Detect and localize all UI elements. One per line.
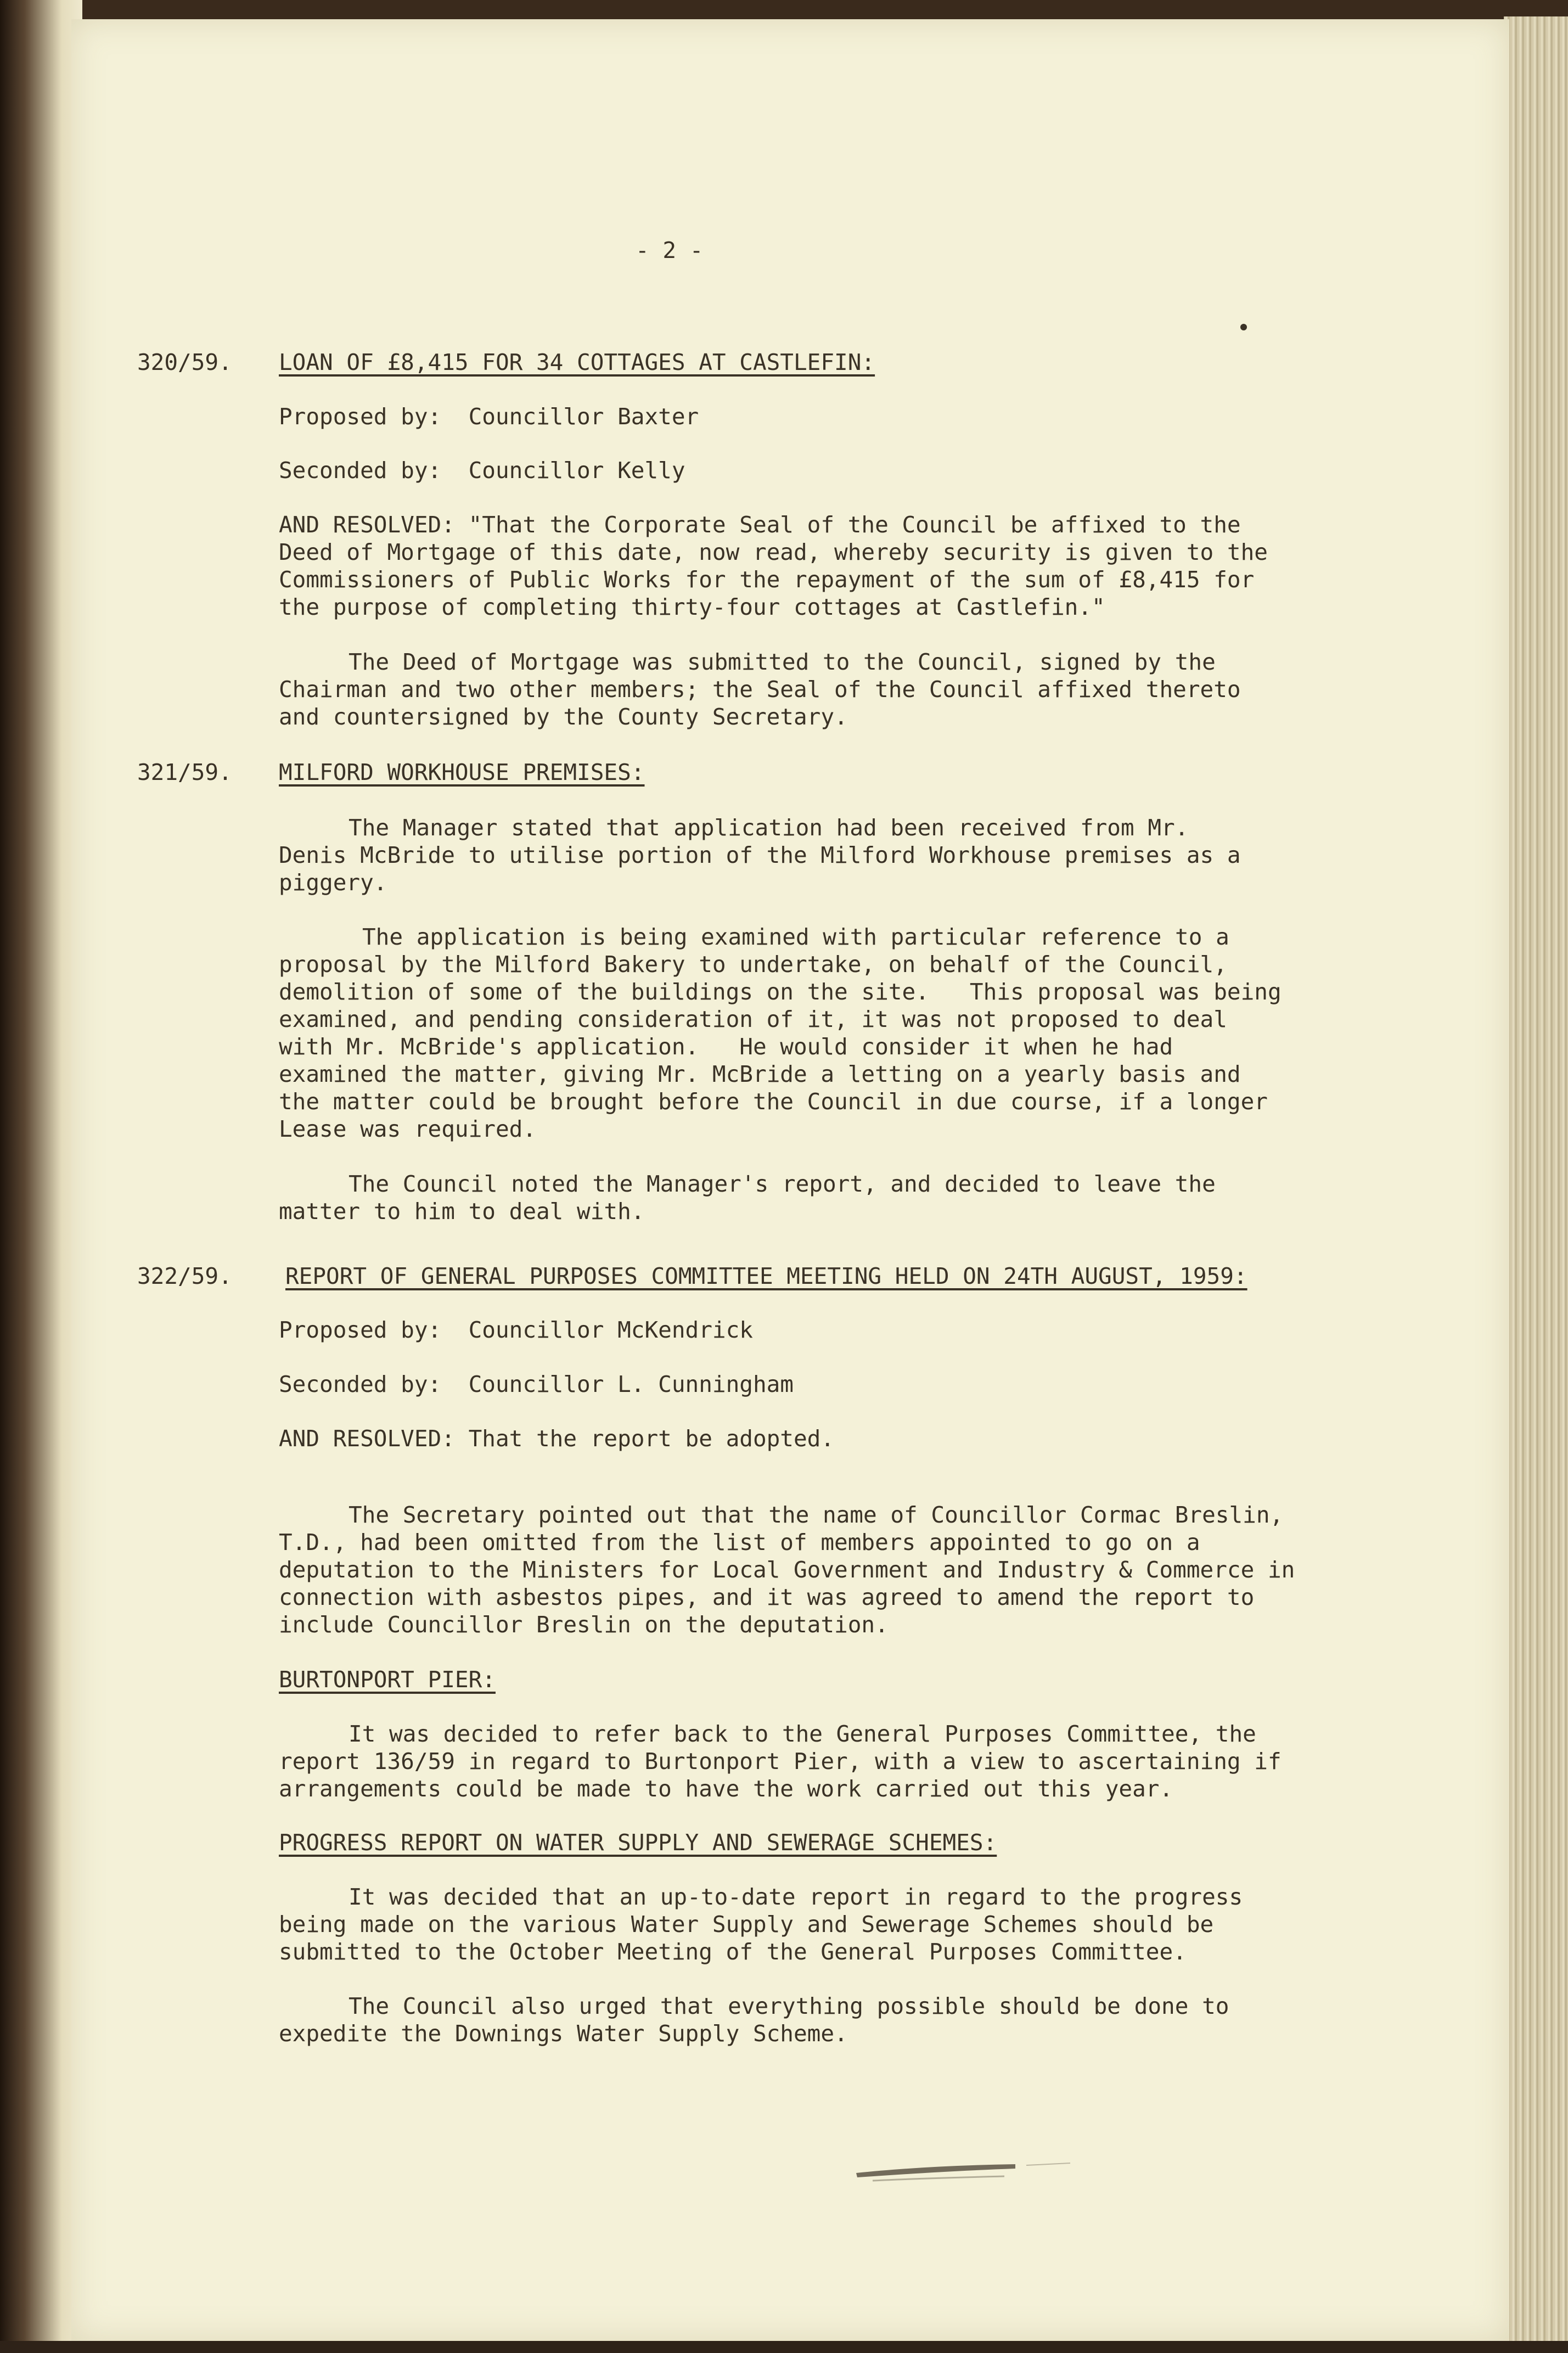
paragraph-line: submitted to the October Meeting of the General Purposes Committee.: [279, 1939, 1187, 1965]
book-spine: [0, 0, 82, 2353]
paragraph-line: arrangements could be made to have the work carried out this year.: [279, 1776, 1173, 1802]
paragraph-line: matter to him to deal with.: [279, 1198, 645, 1225]
minute-heading: MILFORD WORKHOUSE PREMISES:: [279, 759, 645, 785]
bottom-edge: [0, 2341, 1568, 2353]
paragraph-line: being made on the various Water Supply and Sewerage Schemes should be: [279, 1911, 1214, 1938]
proposed-by: Proposed by: Councillor Baxter: [279, 403, 699, 430]
paragraph-line: and countersigned by the County Secretary.: [279, 704, 848, 730]
page-edges: [1504, 16, 1568, 2353]
minute-heading: LOAN OF £8,415 FOR 34 COTTAGES AT CASTLEFIN:: [279, 349, 875, 375]
paragraph-line: It was decided to refer back to the General Purposes Committee, the: [349, 1721, 1256, 1747]
resolution-line: Commissioners of Public Works for the repayment of the sum of £8,415 for: [279, 566, 1255, 593]
paragraph-line: Lease was required.: [279, 1116, 536, 1142]
paragraph-line: with Mr. McBride's application. He would consider it when he had: [279, 1034, 1173, 1060]
paragraph-line: examined, and pending consideration of it, it was not proposed to deal: [279, 1006, 1227, 1032]
paragraph-line: It was decided that an up-to-date report in regard to the progress: [349, 1884, 1243, 1910]
paragraph-line: The Secretary pointed out that the name of Councillor Cormac Breslin,: [349, 1502, 1284, 1528]
paragraph-line: The Council also urged that everything possible should be done to: [349, 1993, 1229, 2019]
paragraph-line: report 136/59 in regard to Burtonport Pier, with a view to ascertaining if: [279, 1748, 1282, 1774]
proposed-by: Proposed by: Councillor McKendrick: [279, 1317, 753, 1343]
minute-heading: REPORT OF GENERAL PURPOSES COMMITTEE MEETING HELD ON 24TH AUGUST, 1959:: [285, 1263, 1247, 1289]
paragraph-line: The Deed of Mortgage was submitted to the Council, signed by the: [349, 649, 1216, 675]
paragraph-line: examined the matter, giving Mr. McBride a letting on a yearly basis and: [279, 1061, 1241, 1087]
paragraph-line: piggery.: [279, 869, 387, 896]
paragraph-line: The Council noted the Manager's report, and decided to leave the: [349, 1171, 1216, 1197]
paragraph-line: include Councillor Breslin on the deputation.: [279, 1611, 889, 1638]
paragraph-line: demolition of some of the buildings on the site. This proposal was being: [279, 979, 1282, 1005]
paragraph-line: Chairman and two other members; the Seal of the Council affixed thereto: [279, 676, 1241, 703]
paragraph-line: the matter could be brought before the Council in due course, if a longer: [279, 1088, 1268, 1115]
resolution-line: AND RESOLVED: "That the Corporate Seal of the Council be affixed to the: [279, 512, 1241, 538]
minute-number: 320/59.: [137, 349, 232, 375]
document-page: [71, 19, 1509, 2341]
paragraph-line: The application is being examined with particular reference to a: [362, 924, 1229, 950]
resolution-line: Deed of Mortgage of this date, now read, whereby security is given to the: [279, 539, 1268, 565]
seconded-by: Seconded by: Councillor Kelly: [279, 457, 685, 484]
paragraph-line: T.D., had been omitted from the list of members appointed to go on a: [279, 1529, 1200, 1555]
paragraph-line: proposal by the Milford Bakery to undertake, on behalf of the Council,: [279, 951, 1227, 978]
paragraph-line: deputation to the Ministers for Local Government and Industry & Commerce in: [279, 1557, 1295, 1583]
minute-number: 321/59.: [137, 759, 232, 785]
paragraph-line: The Manager stated that application had been received from Mr.: [349, 815, 1189, 841]
resolution-line: AND RESOLVED: That the report be adopted.: [279, 1425, 835, 1452]
paragraph-line: connection with asbestos pipes, and it was agreed to amend the report to: [279, 1584, 1255, 1610]
resolution-line: the purpose of completing thirty-four cottages at Castlefin.": [279, 594, 1105, 620]
ink-dot: [1240, 324, 1247, 330]
paragraph-line: Denis McBride to utilise portion of the Milford Workhouse premises as a: [279, 842, 1241, 868]
subheading: BURTONPORT PIER:: [279, 1666, 496, 1693]
paragraph-line: expedite the Downings Water Supply Scheme.: [279, 2020, 848, 2047]
page-number: - 2 -: [636, 237, 704, 263]
seconded-by: Seconded by: Councillor L. Cunningham: [279, 1371, 794, 1397]
subheading: PROGRESS REPORT ON WATER SUPPLY AND SEWERAGE SCHEMES:: [279, 1829, 997, 1856]
minutes-text: [71, 19, 1509, 2341]
ink-smudge: [851, 2154, 1081, 2187]
minute-number: 322/59.: [137, 1263, 232, 1289]
